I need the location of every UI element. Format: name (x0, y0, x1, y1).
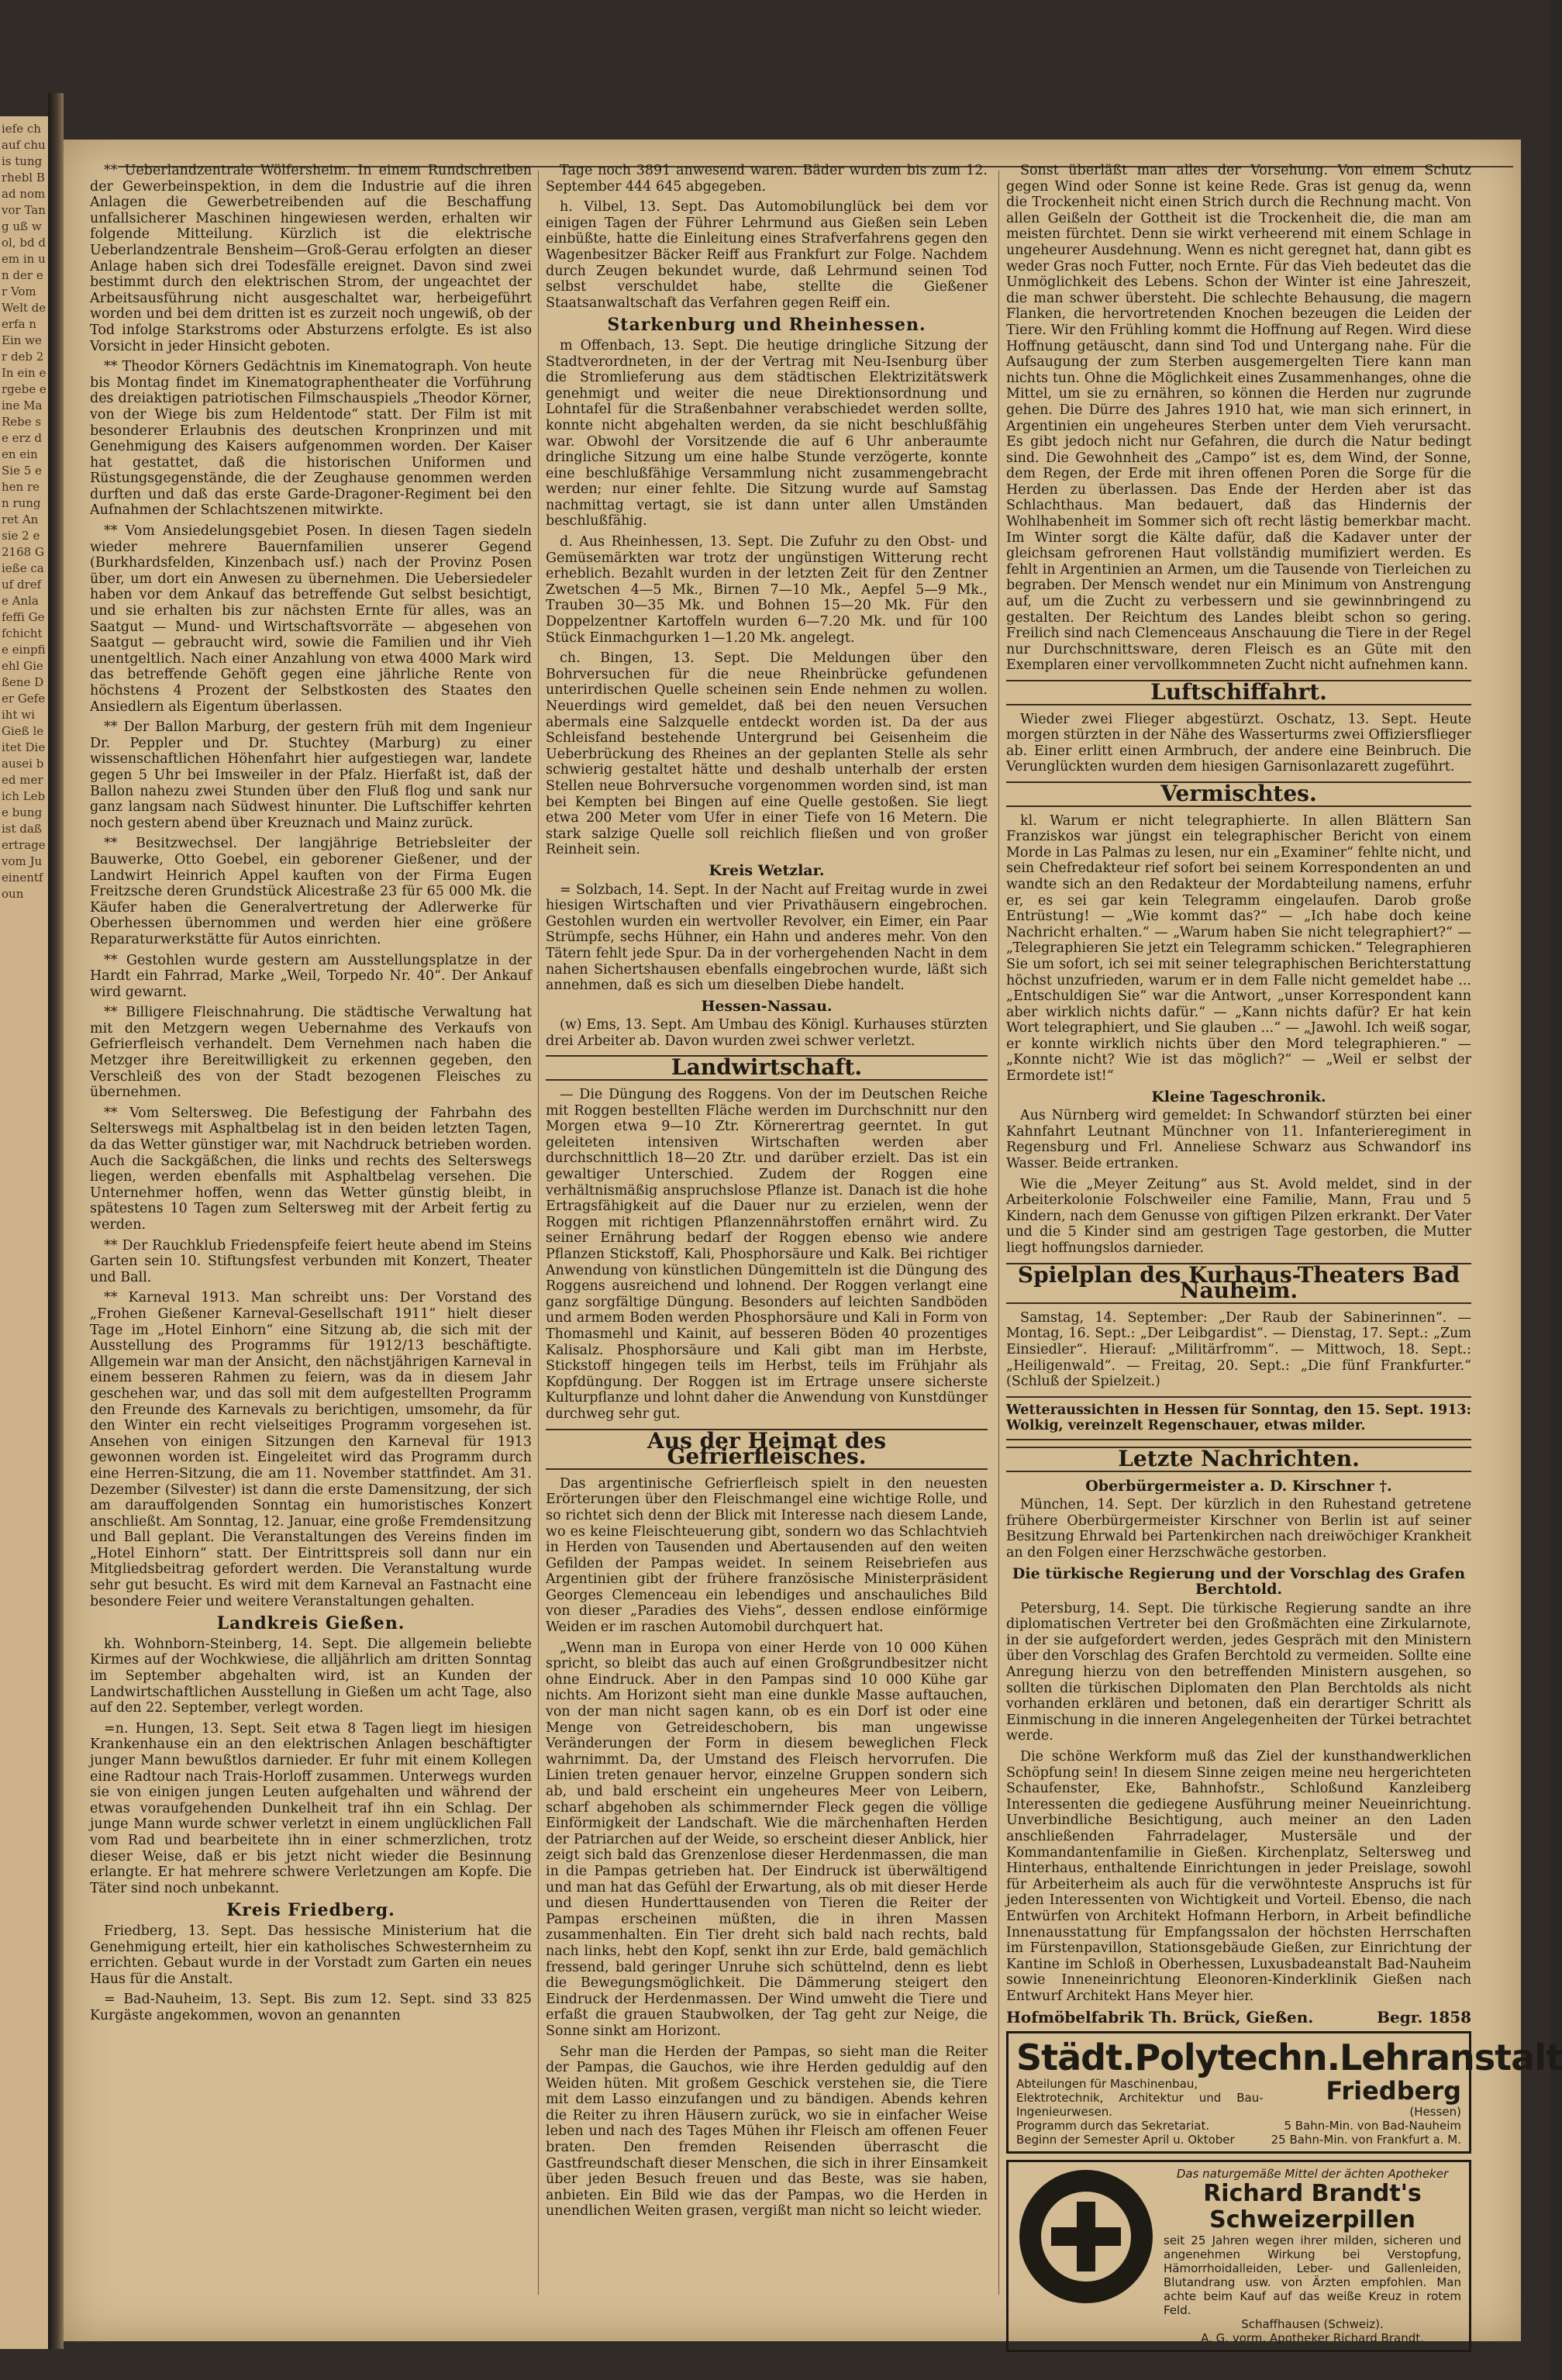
brandt-description: seit 25 Jahren wegen ihrer milden, sicheren und angenehmen Wirkung bei Verstopfung, Hämorrhoidalleiden, Leber- und Gallenleiden, Blutandrang usw. von Ärzten empfohlen. Man achte beim Kauf auf das weiße Kreuz in rotem Feld. (1164, 2233, 1461, 2318)
subsection-heading: Die türkische Regierung und der Vorschlag des Grafen Berchtold. (1012, 1564, 1466, 1599)
article-paragraph: ** Vom Ansiedelungsgebiet Posen. In diesen Tagen siedeln wieder mehrere Bauernfamilien unserer Gegend (Burkhardsfelden, Kinzenbach usf.) nach der Provinz Posen über, um dort ein Anwesen zu übernehmen. Die Uebersiedeler haben vor dem Ankauf das betreffende Gut selbst besichtigt, und sie erhalten bis zur nächsten Ernte für alles, was an Saatgut — Mund- und Wirtschaftsvorräte — abgesehen von Saatgut — gebraucht wird, sowie die Familien und ihr Vieh unentgeltlich. Nach einer Anzahlung von etwa 4000 Mark wird das betreffende Gehöft gegen eine jährliche Rente von höchstens 4 Prozent der Selbstkosten des Staates den Ansiedlern als Eigentum überlassen. (90, 523, 532, 715)
article-paragraph: Die schöne Werkform muß das Ziel der kunsthandwerklichen Schöpfung sein! In diesem Sinne zeigen meine neu hergerichteten Schaufenster, Eke, Bahnhofstr., Schloßund Kanzleiberg Interessenten die gediegene Ausführung meiner Neueinrichtung. Unverbindliche Besichtigung, auch meiner an den Laden anschließenden Fahrradelager, Mustersäle und der Kommandantenfamilie in Gießen. Kirchenplatz, Seltersweg und Hinterhaus, enthaltende Einrichtungen in jeder Preislage, sowohl für Arbeiterheim als auch für die verwöhnteste Anspruchs ist für jeden Interessenten von Wichtigkeit und Vorteil. Ebenso, die nach Entwürfen von Architekt Hofmann Herborn, in Arbeit befindliche Innenausstattung für Empfangssalon der höchsten Herrschaften im Fürstenpavillon, Stationsgebäude Gießen, zur Einrichtung der Kantine im Schloß in Oberhessen, Luxusbadeanstalt Bad-Nauheim sowie Inneneinrichtung Eleonoren-Kinderklinik Gießen nach Entwurf Architekt Hans Meyer hier. (1006, 1749, 1471, 2004)
brandt-name: Richard Brandt's (1203, 2180, 1422, 2208)
article-paragraph: = Bad-Nauheim, 13. Sept. Bis zum 12. Sept. sind 33 825 Kurgäste angekommen, wovon an genannten (90, 1992, 532, 2023)
polytechnic-advertisement (1006, 2031, 1562, 2154)
polytechnic-line: Beginn der Semester April u. Oktober (1016, 2133, 1235, 2147)
previous-page-text: iefe chauf chuis tung rhebl Bad nom vor Tang uß wol, bd dem in un der er Vom Welt de erfa n Ein wer deb 2 In ein ergebe eine Ma Rebe se erz den ein Sie 5 ehen ren rung ret An sie 2 e 2168 Gieße cauf drefe Anla feffi Gefchichte einpfiehl Gießene Der Gefe iht wi Gieß leitet Die ausei bed mer ich Lebe bung ist daß ertrage vom Ju einentfoun (2, 122, 47, 901)
column-divider (538, 171, 539, 2295)
article-paragraph: =n. Hungen, 13. Sept. Seit etwa 8 Tagen liegt im hiesigen Krankenhause ein an den elektrischen Anlagen beschäftigter junger Mann bewußtlos darnieder. Er fuhr mit einem Kollegen eine Radtour nach Trais-Horloff zusammen. Unterwegs wurden sie von einigen jungen Leuten aufgehalten und während der etwas voraufgehenden Dunkelheit traf ihn ein Schlag. Der junge Mann wurde schwer verletzt in einem unglücklichen Fall vom Rad und bearbeitete ihn in einer schmerzlichen, trotz dieser Weise, daß er bis jetzt nicht wieder die Besinnung erlangte. Er hat mehrere schwere Verletzungen am Kopfe. Die Täter sind noch unbekannt. (90, 1720, 532, 1896)
subsection-heading: Hessen-Nassau. (701, 997, 833, 1015)
section-heading: Aus der Heimat des Gefrierfleisches. (546, 1429, 988, 1470)
article-paragraph: Sehr man die Herden der Pampas, so sieht man die Reiter der Pampas, die Gauchos, wie ihre Herden geduldig auf den Weiden hüten. Mit großem Geschick verstehen sie, die Tiere mit dem Lasso einzufangen und zu bändigen. Abends kehren die Reiter zu ihren Häusern zurück, wo sie in einfacher Weise leben und nach des Tages Mühen ihr Fleisch am offenen Feuer braten. Den fremden Reisenden überrascht die Gastfreundschaft dieser Menschen, die sich in ihrer Einsamkeit über jeden Besuch freuen und das Beste, was sie haben, anbieten. Ein Bild wie das der Pampas, wo die Herden in unendlichen Weiten grasen, vergißt man nicht so leicht wieder. (546, 2044, 988, 2220)
polytechnic-note: 5 Bahn-Min. von Bad-Nauheim (1284, 2119, 1461, 2133)
polytechnic-title: Städt.Polytechn.Lehranstalt (1016, 2037, 1562, 2079)
newspaper-page (64, 140, 1562, 2346)
column-3 (1006, 163, 1562, 2346)
subsection-heading: Landkreis Gießen. (216, 1613, 405, 1634)
article-paragraph: ch. Bingen, 13. Sept. Die Meldungen über den Bohrversuchen für die neue Rheinbrücke gefundenen unterirdischen Quelle scheinen sein Ende nehmen zu wollen. Neuerdings wird gemeldet, daß bei den neuen Versuchen abermals eine Salzquelle entdeckt worden ist. Da der aus Schleisfand bestehende Untergrund bei Geisenheim die Ueberbrückung des Rheines an der geplanten Stelle als sehr schwierig gestaltet hätte und deshalb unterhalb der ersten Stellen neue Bohrversuche vorgenommen worden sind, ist man bei Kempten bei Bingen auf eine Quelle gestoßen. Sie liegt etwa 200 Meter vom Ufer in einer Tiefe von 16 Metern. Die stark salzige Quelle soll reichlich fließen und von großer Reinheit sein. (546, 650, 988, 858)
article-paragraph: ** Der Ballon Marburg, der gestern früh mit dem Ingenieur Dr. Peppler und Dr. Stuchtey (Marburg) zu einer wissenschaftlichen Höhenfahrt hier aufgestiegen war, landete gegen 5 Uhr bei Imsweiler in der Pfalz. Hierfaßt ist, daß der Ballon nahezu zwei Stunden über den Fluß flog und sank nur ganz langsam nach Südwest hinunter. Die Luftschiffer kehrten noch gestern abend über Kreuznach und Mainz zurück. (90, 719, 532, 831)
section-heading: Spielplan des Kurhaus-Theaters Bad Nauheim. (1006, 1263, 1471, 1304)
article-paragraph: — Die Düngung des Roggens. Von der im Deutschen Reiche mit Roggen bestellten Fläche werden im Durchschnitt nur den Morgen etwa 9—10 Ztr. Körnerertrag geerntet. In gut geleiteten intensiven Wirtschaften werden aber durchschnittlich 18—20 Ztr. und darüber erzielt. Das ist ein gewaltiger Unterschied. Zudem der Roggen eine verhältnismäßig anspruchslose Pflanze ist. Danach ist die hohe Ertragsfähigkeit auf die Dauer nur zu erzielen, wenn der Roggen mit richtigen Pflanzennährstoffen ernährt wird. Zu seiner Ernährung bedarf der Roggen ebenso wie andere Pflanzen Stickstoff, Kali, Phosphorsäure und Kalk. Bei richtiger Anwendung von künstlichen Düngemitteln ist die Düngung des Roggens ausreichend und lohnend. Der Roggen verlangt eine ganz sorgfältige Düngung. Besonders auf leichten Sandböden und armem Boden werden Phosphorsäure und Kali in Form von Thomasmehl und Kainit, auf besseren Böden 40 prozentiges Kalisalz. Phosphorsäure und Kali gibt man im Herbste, Stickstoff hingegen teils im Herbst, teils im Frühjahr als Kopfdüngung. Der Roggen ist im Ertrage unsere sicherste Kulturpflanze und lohnt daher die Anwendung von Kunstdünger durchweg sehr gut. (546, 1087, 988, 1422)
article-paragraph: Das argentinische Gefrierfleisch spielt in den neuesten Erörterungen über den Fleischmangel eine wichtige Rolle, und so richtet sich denn der Blick mit Interesse nach diesem Lande, wo es keine Fleischteuerung gibt, sondern wo das Schlachtvieh in Herden von Tausenden und Abertausenden auf den weiten Gefilden der Pampas weidet. In seinem Reisebriefen aus Argentinien gibt der frühere französische Ministerpräsident Georges Clemenceau ein lebendiges und anschauliches Bild von dieser „Paradies des Viehs“, dessen endlose einförmige Weiden er im raschen Automobil durchquert hat. (546, 1475, 988, 1636)
polytechnic-region: (Hessen) (1409, 2105, 1461, 2120)
polytechnic-line: Elektrotechnik, Architektur und Bau-Ingenieurwesen. (1016, 2091, 1264, 2120)
article-paragraph: (w) Ems, 13. Sept. Am Umbau des Königl. Kurhauses stürzten drei Arbeiter ab. Davon wurden zwei schwer verletzt. (546, 1017, 988, 1049)
subsection-heading: Kreis Wetzlar. (709, 861, 825, 879)
brandt-footer: Schaffhausen (Schweiz). (1241, 2317, 1384, 2332)
polytechnic-line: Abteilungen für Maschinenbau, (1016, 2077, 1198, 2092)
firm-founded: Begr. 1858 (1377, 2007, 1471, 2026)
article-paragraph: = Solzbach, 14. Sept. In der Nacht auf Freitag wurde in zwei hiesigen Wirtschaften und vier Privathäusern eingebrochen. Gestohlen wurden ein wertvoller Revolver, ein Eimer, ein Paar Strümpfe, sechs Hühner, ein Hahn und anderes mehr. Von den Tätern fehlt jede Spur. Da in der vorhergehenden Nacht in dem nahen Sichertshausen ebenfalls eingebrochen wurde, läßt sich annehmen, daß es sich um dieselben Diebe handelt. (546, 881, 988, 994)
brandt-footer: A. G. vorm. Apotheker Richard Brandt. (1201, 2331, 1424, 2346)
article-paragraph: ** Gestohlen wurde gestern am Ausstellungsplatze in der Hardt ein Fahrrad, Marke „Weil, Torpedo Nr. 40“. Der Ankauf wird gewarnt. (90, 952, 532, 1000)
column-divider (998, 171, 999, 2295)
article-paragraph: Petersburg, 14. Sept. Die türkische Regierung sandte an ihre diplomatischen Vertreter bei den Großmächten eine Zirkularnote, in der sie aufgefordert werden, jedes Gespräch mit den Ministern über den Vorschlag des Grafen Berchtold zu vermeiden. Sollte eine Anregung hierzu von den betreffenden Ministern ausgehen, so sollten die türkischen Diplomaten den Plan Berchtolds als nicht vorhanden erklären und betonen, daß ein derartiger Schritt als Einmischung in die inneren Angelegenheiten der Türkei betrachtet werde. (1006, 1600, 1471, 1744)
article-paragraph: ** Ueberlandzentrale Wölfersheim. In einem Rundschreiben der Gewerbeinspektion, in dem die Industrie auf die ihren Anlagen die Gewerbetreibenden auf die Beschaffung unfallsicherer Maschinen hingewiesen werden, erhalten wir folgende Mitteilung. Kürzlich ist die elektrische Ueberlandzentrale Bensheim—Groß-Gerau erfolgten an dieser Anlage haben sich drei Todesfälle ereignet. Davon sind zwei bestimmt durch den elektrischen Strom, der ungeachtet der Arbeitsausführung nicht ausgeschaltet war, herbeigeführt worden und bei dem dritten ist es zurzeit noch ungewiß, ob der Tod infolge Starkstroms oder Absturzens erfolgte. Es ist also Vorsicht in jeder Hinsicht geboten. (90, 163, 532, 354)
article-paragraph: ** Karneval 1913. Man schreibt uns: Der Vorstand des „Frohen Gießener Karneval-Gesellschaft 1911“ hielt dieser Tage im „Hotel Einhorn“ eine Sitzung ab, die sich mit der Ausstellung des Programms für 1912/13 beschäftigte. Allgemein war man der Ansicht, den nächstjährigen Karneval in einem besseren Rahmen zu feiern, was da in diesem Jahr geschehen war, und das soll mit dem aufgestellten Programm den Freunde des Karnevals zu berichtigen, umsomehr, da für den Winter ein recht vielseitiges Programm vorgesehen ist. Ansehen von einigen Sitzungen den Karneval für 1913 gewonnen worden ist. Eingeleitet wird das Programm durch eine Herren-Sitzung, die am 11. November stattfindet. Am 31. Dezember (Silvester) ist dann die erste Damensitzung, der sich am darauffolgenden Sonntag ein humoristisches Konzert anschließt. Am Sonntag, 12. Januar, eine große Fremdensitzung und Ball geplant. Die Veranstaltungen des Vereins finden im „Hotel Einhorn“ statt. Der Eintrittspreis soll dann nur ein Mitgliedsbeitrag gefordert werden. Die Veranstaltung wurde sehr gut besucht. Es wird mit dem Karneval an Fastnacht eine besondere Feier und weitere Veranstaltungen gehalten. (90, 1290, 532, 1609)
article-paragraph: Aus Nürnberg wird gemeldet: In Schwandorf stürzten bei einer Kahnfahrt Leutnant Münchner von 11. Infanterieregiment in Regensburg und Frl. Anneliese Schwarz aus Schwandorf ins Wasser. Beide ertranken. (1006, 1108, 1471, 1172)
article-paragraph: München, 14. Sept. Der kürzlich in den Ruhestand getretene frühere Oberbürgermeister Kirschner von Berlin ist auf seiner Besitzung Ehrwald bei Partenkirchen nach dreiwöchiger Krankheit an den Folgen einer Herzschwäche gestorben. (1006, 1497, 1471, 1561)
book-gutter (48, 93, 64, 2349)
firm-name: Hofmöbelfabrik Th. Brück, Gießen. (1006, 2007, 1314, 2026)
brandt-product: Schweizerpillen (1209, 2206, 1415, 2234)
polytechnic-city: Friedberg (1326, 2076, 1461, 2106)
section-heading: Letzte Nachrichten. (1006, 1447, 1471, 1472)
article-paragraph: ** Billigere Fleischnahrung. Die städtische Verwaltung hat mit den Metzgern wegen Uebernahme des Verkaufs von Gefrierfleisch verhandelt. Dem Vernehmen nach haben die Metzger ihre Bereitwilligkeit zu erkennen gegeben, den Verschleiß des von der Stadt bezogenen Fleisches zu übernehmen. (90, 1005, 532, 1101)
subsection-heading: Kreis Friedberg. (226, 1900, 395, 1921)
article-paragraph: h. Vilbel, 13. Sept. Das Automobilunglück bei dem vor einigen Tagen der Führer Lehrmund aus Gießen sein Leben einbüßte, hatte die Einleitung eines Strafverfahrens gegen den Wagenbesitzer Bäcker Reiff aus Frankfurt zur Folge. Nachdem durch Zeugen bekundet wurde, daß Lehrmund seinen Tod selbst verschuldet habe, stellte die Gießener Staatsanwaltschaft das Verfahren gegen Reiff ein. (546, 199, 988, 311)
article-paragraph: ** Theodor Körners Gedächtnis im Kinematograph. Von heute bis Montag findet im Kinematographentheater die Vorführung des dreiaktigen patriotischen Filmschauspiels „Theodor Körner, von der Wiege bis zum Heldentode“ statt. Der Film ist mit besonderer Erlaubnis des deutschen Kronprinzen und mit Genehmigung des Kaisers aufgenommen worden. Der Kaiser hat gestattet, daß die historischen Uniformen und Rüstungsgegenstände, die der Zeughause genommen werden durften und daß das erste Garde-Dragoner-Regiment bei den Aufnahmen der Schlachtszenen mitwirkte. (90, 359, 532, 519)
subsection-heading: Starkenburg und Rheinhessen. (607, 315, 926, 336)
subsection-heading: Wetteraussichten in Hessen für Sonntag, den 15. Sept. 1913: Wolkig, vereinzelt Regenschauer, etwas milder. (1006, 1396, 1471, 1440)
brandt-tagline: Das naturgemäße Mittel der ächten Apotheker (1176, 2167, 1449, 2182)
article-paragraph: Samstag, 14. September: „Der Raub der Sabinerinnen“. — Montag, 16. Sept.: „Der Leibgardist“. — Dienstag, 17. Sept.: „Zum Einsiedler“. Hierauf: „Militärfromm“. — Mittwoch, 18. Sept.: „Heiligenwald“. — Freitag, 20. Sept.: „Die fünf Frankfurter.“ (Schluß der Spielzeit.) (1006, 1309, 1471, 1390)
article-paragraph: Tage noch 3891 anwesend waren. Bäder wurden bis zum 12. September 444 645 abgegeben. (546, 163, 988, 195)
article-paragraph: Wie die „Meyer Zeitung“ aus St. Avold meldet, sind in der Arbeiterkolonie Folschweiler eine Familie, Mann, Frau und 5 Kindern, nach dem Genusse von giftigen Pilzen erkrankt. Der Vater und die 5 Kinder sind am gestrigen Tage gestorben, die Mutter liegt hoffnungslos darnieder. (1006, 1176, 1471, 1256)
article-paragraph: ** Besitzwechsel. Der langjährige Betriebsleiter der Bauwerke, Otto Goebel, ein geborener Gießener, und der Landwirt Heinrich Appel kauften von der Firma Eugen Freitzsche deren Grundstück Alicestraße 23 für 65 000 Mk. die Käufer haben die Generalvertretung der Adlerwerke für Oberhessen übernommen und werden hier eine größere Reparaturwerkstätte für Autos einrichten. (90, 836, 532, 947)
article-paragraph: „Wenn man in Europa von einer Herde von 10 000 Kühen spricht, so bleibt das auch auf einen Großgrundbesitzer nicht ohne Eindruck. Aber in den Pampas sind 10 000 Kühe gar nichts. Am Horizont sieht man eine dunkle Masse auftauchen, von der man nicht sagen kann, ob es ein Dorf ist oder eine Menge von Getreideschobern, bis man ungewisse Veränderungen der Form in diesem beweglichen Fleck wahrnimmt. Da, der Umstand des Fleisch hervorrufen. Die Linien treten genauer hervor, einzelne Gruppen sondern sich ab, und bald erscheint ein ungeheures Meer von Leibern, scharf abgehoben als schimmernder Fleck gegen die völlige Einförmigkeit der Landschaft. Wie die märchenhaften Herden der Patriarchen auf der Weide, so erscheint dieser Anblick, hier zeigt sich bald das Grenzenlose dieser Herdenmassen, die man in die Pampas getrieben hat. Der Eindruck ist überwältigend und man hat das Gefühl der Erwartung, als ob mit dieser Herde und diesen Hunderttausenden von Tieren die Reiter der Pampas erscheinen müßten, die in ihren Massen zusammenhalten. Ein Tier dreht sich bald nach rechts, bald nach links, hebt den Kopf, senkt ihn zur Erde, bald gemächlich fressend, bald geringer Unruhe sich schüttelnd, denn es liebt die Bewegungsmöglichkeit. Die Dämmerung steigert den Eindruck der Herdenmassen. Der Wind umweht die Tiere und erfaßt die grauen Staubwolken, der Tag geht zur Neige, die Sonne sinkt am Horizont. (546, 1640, 988, 2039)
column-1 (90, 163, 532, 2310)
previous-page-edge (0, 116, 48, 2349)
subsection-heading: Oberbürgermeister a. D. Kirschner †. (1085, 1477, 1392, 1495)
section-heading: Luftschiffahrt. (1006, 680, 1471, 705)
section-heading: Vermischtes. (1006, 781, 1471, 807)
polytechnic-line: Programm durch das Sekretariat. (1016, 2119, 1210, 2133)
firm-signature (1006, 2009, 1471, 2026)
article-paragraph: ** Vom Seltersweg. Die Befestigung der Fahrbahn des Selterswegs mit Asphaltbelag ist in den beiden letzten Tagen, da das Wetter günstiger war, mit Nachdruck betrieben worden. Auch die Sackgäßchen, die links und rechts des Selterswegs liegen, werden ebenfalls mit Asphaltbelag versehen. Die Unternehmer hoffen, wenn das Wetter günstig bleibt, in spätestens 10 Tagen zum Seltersweg mit der Arbeit fertig zu werden. (90, 1105, 532, 1233)
article-paragraph: Wieder zwei Flieger abgestürzt. Oschatz, 13. Sept. Heute morgen stürzten in der Nähe des Wasserturms zwei Offiziersflieger ab. Einer erlitt einen Armbruch, der andere eine Beinbruch. Die Verunglückten wurden dem hiesigen Garnisonlazarett zugeführt. (1006, 711, 1471, 775)
column-2 (546, 163, 988, 2310)
section-heading: Landwirtschaft. (546, 1055, 988, 1081)
swiss-cross-seal-icon (1016, 2167, 1156, 2306)
article-paragraph: m Offenbach, 13. Sept. Die heutige dringliche Sitzung der Stadtverordneten, in der der Vertrag mit Neu-Isenburg über die Stromlieferung aus dem städtischen Elektrizitätswerk genehmigt und weiter die neue Direktionsordnung und Lohntafel für die Straßenbahner verabschiedet werden sollte, konnte nicht abgehalten werden, da sie nicht beschlußfähig war. Obwohl der Vorsitzende die auf 6 Uhr anberaumte dringliche Sitzung um eine halbe Stunde verzögerte, konnte eine beschlußfähige Versammlung nicht zusammengebracht werden; nur einer fehlte. Die Sitzung wurde auf Samstag nachmittag vertagt, sie ist dann unter allen Umständen beschlußfähig. (546, 337, 988, 529)
article-paragraph: Friedberg, 13. Sept. Das hessische Ministerium hat die Genehmigung erteilt, hier ein katholisches Schwesternheim zu errichten. Gebaut wurde in der Vorstadt zum Garten ein neues Haus für die Anstalt. (90, 1923, 532, 1987)
brandt-advertisement (1006, 2160, 1471, 2352)
article-paragraph: Sonst überläßt man alles der Vorsehung. Von einem Schutz gegen Wind oder Sonne ist keine Rede. Gras ist genug da, wenn die Trockenheit nicht einen Strich durch die Rechnung macht. Von allen Geißeln der Gottheit ist die Trockenheit die, die man am meisten fürchtet. Denn sie wirkt verheerend mit einem Schlage in ungeheurer Ausdehnung. Wenn es nicht geregnet hat, dann gibt es weder Gras noch Futter, noch Ernte. Für das Vieh bedeutet das die Unmöglichkeit des Lebens. Schon der Winter ist eine Jahreszeit, die man schwer übersteht. Die schlechte Behausung, die magern Flanken, die hervortretenden Knochen bezeugen die Leiden der Tiere. Wir den Frühling kommt die Hoffnung auf Regen. Wird diese Hoffnung getäuscht, dann sind Tod und Untergang nahe. Für die Aufsaugung der zum Sterben ausgemergelten Tiere kann man nichts tun. Ohne die Möglichkeit eines Zusammenhanges, ohne die Mittel, um sie zu ernähren, so können die Herden nur zugrunde gehen. Die Dürre des Jahres 1910 hat, wie man sich erinnert, in Argentinien ein ungeheures Sterben unter dem Vieh verursacht. Es gibt jedoch nicht nur Gefahren, die durch die Natur bedingt sind. Die Gewohnheit des „Campo“ ist es, dem Wind, der Sonne, dem Regen, der Erde mit ihren offenen Poren die Sorge für die Herden zu überlassen. Das Ende der Herden aber ist das Schlachthaus. Man bedauert, daß das Hindernis der Wohlhabenheit im Sommer sich oft recht lästig bemerkbar macht. Im Winter sorgt die Kälte dafür, daß die Kadaver unter der gleichsam gefrorenen Haut vollständig mumifiziert werden. Es fehlt in Argentinien an Armen, um die Tausende von Tierleichen zu begraben. Der Mensch wendet nur ein Minimum von Anstrengung auf, um die Zucht zu verbessern und sie gewinnbringend zu gestalten. Der Reichtum des Landes bleibt schon so gering. Freilich sind nach Clemenceaus Anschauung die Tiere in der Regel nur Durchschnittsware, deren Fleisch es an Güte mit den Exemplaren einer vervollkommneten Zucht nicht aufnehmen kann. (1006, 163, 1471, 674)
article-paragraph: d. Aus Rheinhessen, 13. Sept. Die Zufuhr zu den Obst- und Gemüsemärkten war trotz der ungünstigen Witterung recht erheblich. Bezahlt wurden in der letzten Zeit für den Zentner Zwetschen 4—5 Mk., Birnen 7—10 Mk., Aepfel 5—9 Mk., Trauben 30—35 Mk. und Bohnen 15—20 Mk. Für den Doppelzentner Kartoffeln wurden 6—7.20 Mk. und für 100 Stück Einmachgurken 1—1.20 Mk. angelegt. (546, 534, 988, 646)
subsection-heading: Kleine Tageschronik. (1151, 1088, 1326, 1105)
article-paragraph: kl. Warum er nicht telegraphierte. In allen Blättern San Franziskos war jüngst ein telegraphischer Bericht von einem Morde in Las Palmas zu lesen, nur ein „Examiner“ fehlte nicht, und sein Chefredakteur rief sofort bei seinem Korrespondenten an und wandte sich an den Redakteur der Mordabteilung namens, erfuhr er, es sei gar kein Telegramm eingelaufen. Darob große Entrüstung! — „Wie kommt das?“ — „Ich habe doch keine Nachricht erhalten.“ — „Warum haben Sie nicht telegraphiert?“ — „Telegraphieren Sie jetzt ein Telegramm schicken.“ Telegraphieren Sie um sofort, ich sei mit seiner telegraphischen Berichterstattung höchst unzufrieden, warum er in dem Falle nicht gemeldet habe ... „Entschuldigen Sie“ war die Antwort, „unser Korrespondent kann aber wirklich nichts dafür.“ — „Kann nichts dafür? Er hat kein Wort telegraphiert, und Sie glauben ...“ — „Jawohl. Ich weiß sogar, er konnte wirklich nichts über den Mord telegraphieren.“ — „Konnte nicht? Wie ist das möglich?“ — „Weil er selbst der Ermordete ist!“ (1006, 812, 1471, 1085)
article-paragraph: kh. Wohnborn-Steinberg, 14. Sept. Die allgemein beliebte Kirmes auf der Wochkwiese, die alljährlich am dritten Sonntag im September abgehalten wird, ist an Kunden der Landwirtschaftlichen Ausstellung in Gießen um acht Tage, also auf den 22. September, verlegt worden. (90, 1636, 532, 1716)
article-paragraph: ** Der Rauchklub Friedenspfeife feiert heute abend im Steins Garten sein 10. Stiftungsfest verbunden mit Konzert, Theater und Ball. (90, 1237, 532, 1285)
polytechnic-note: 25 Bahn-Min. von Frankfurt a. M. (1271, 2133, 1461, 2147)
